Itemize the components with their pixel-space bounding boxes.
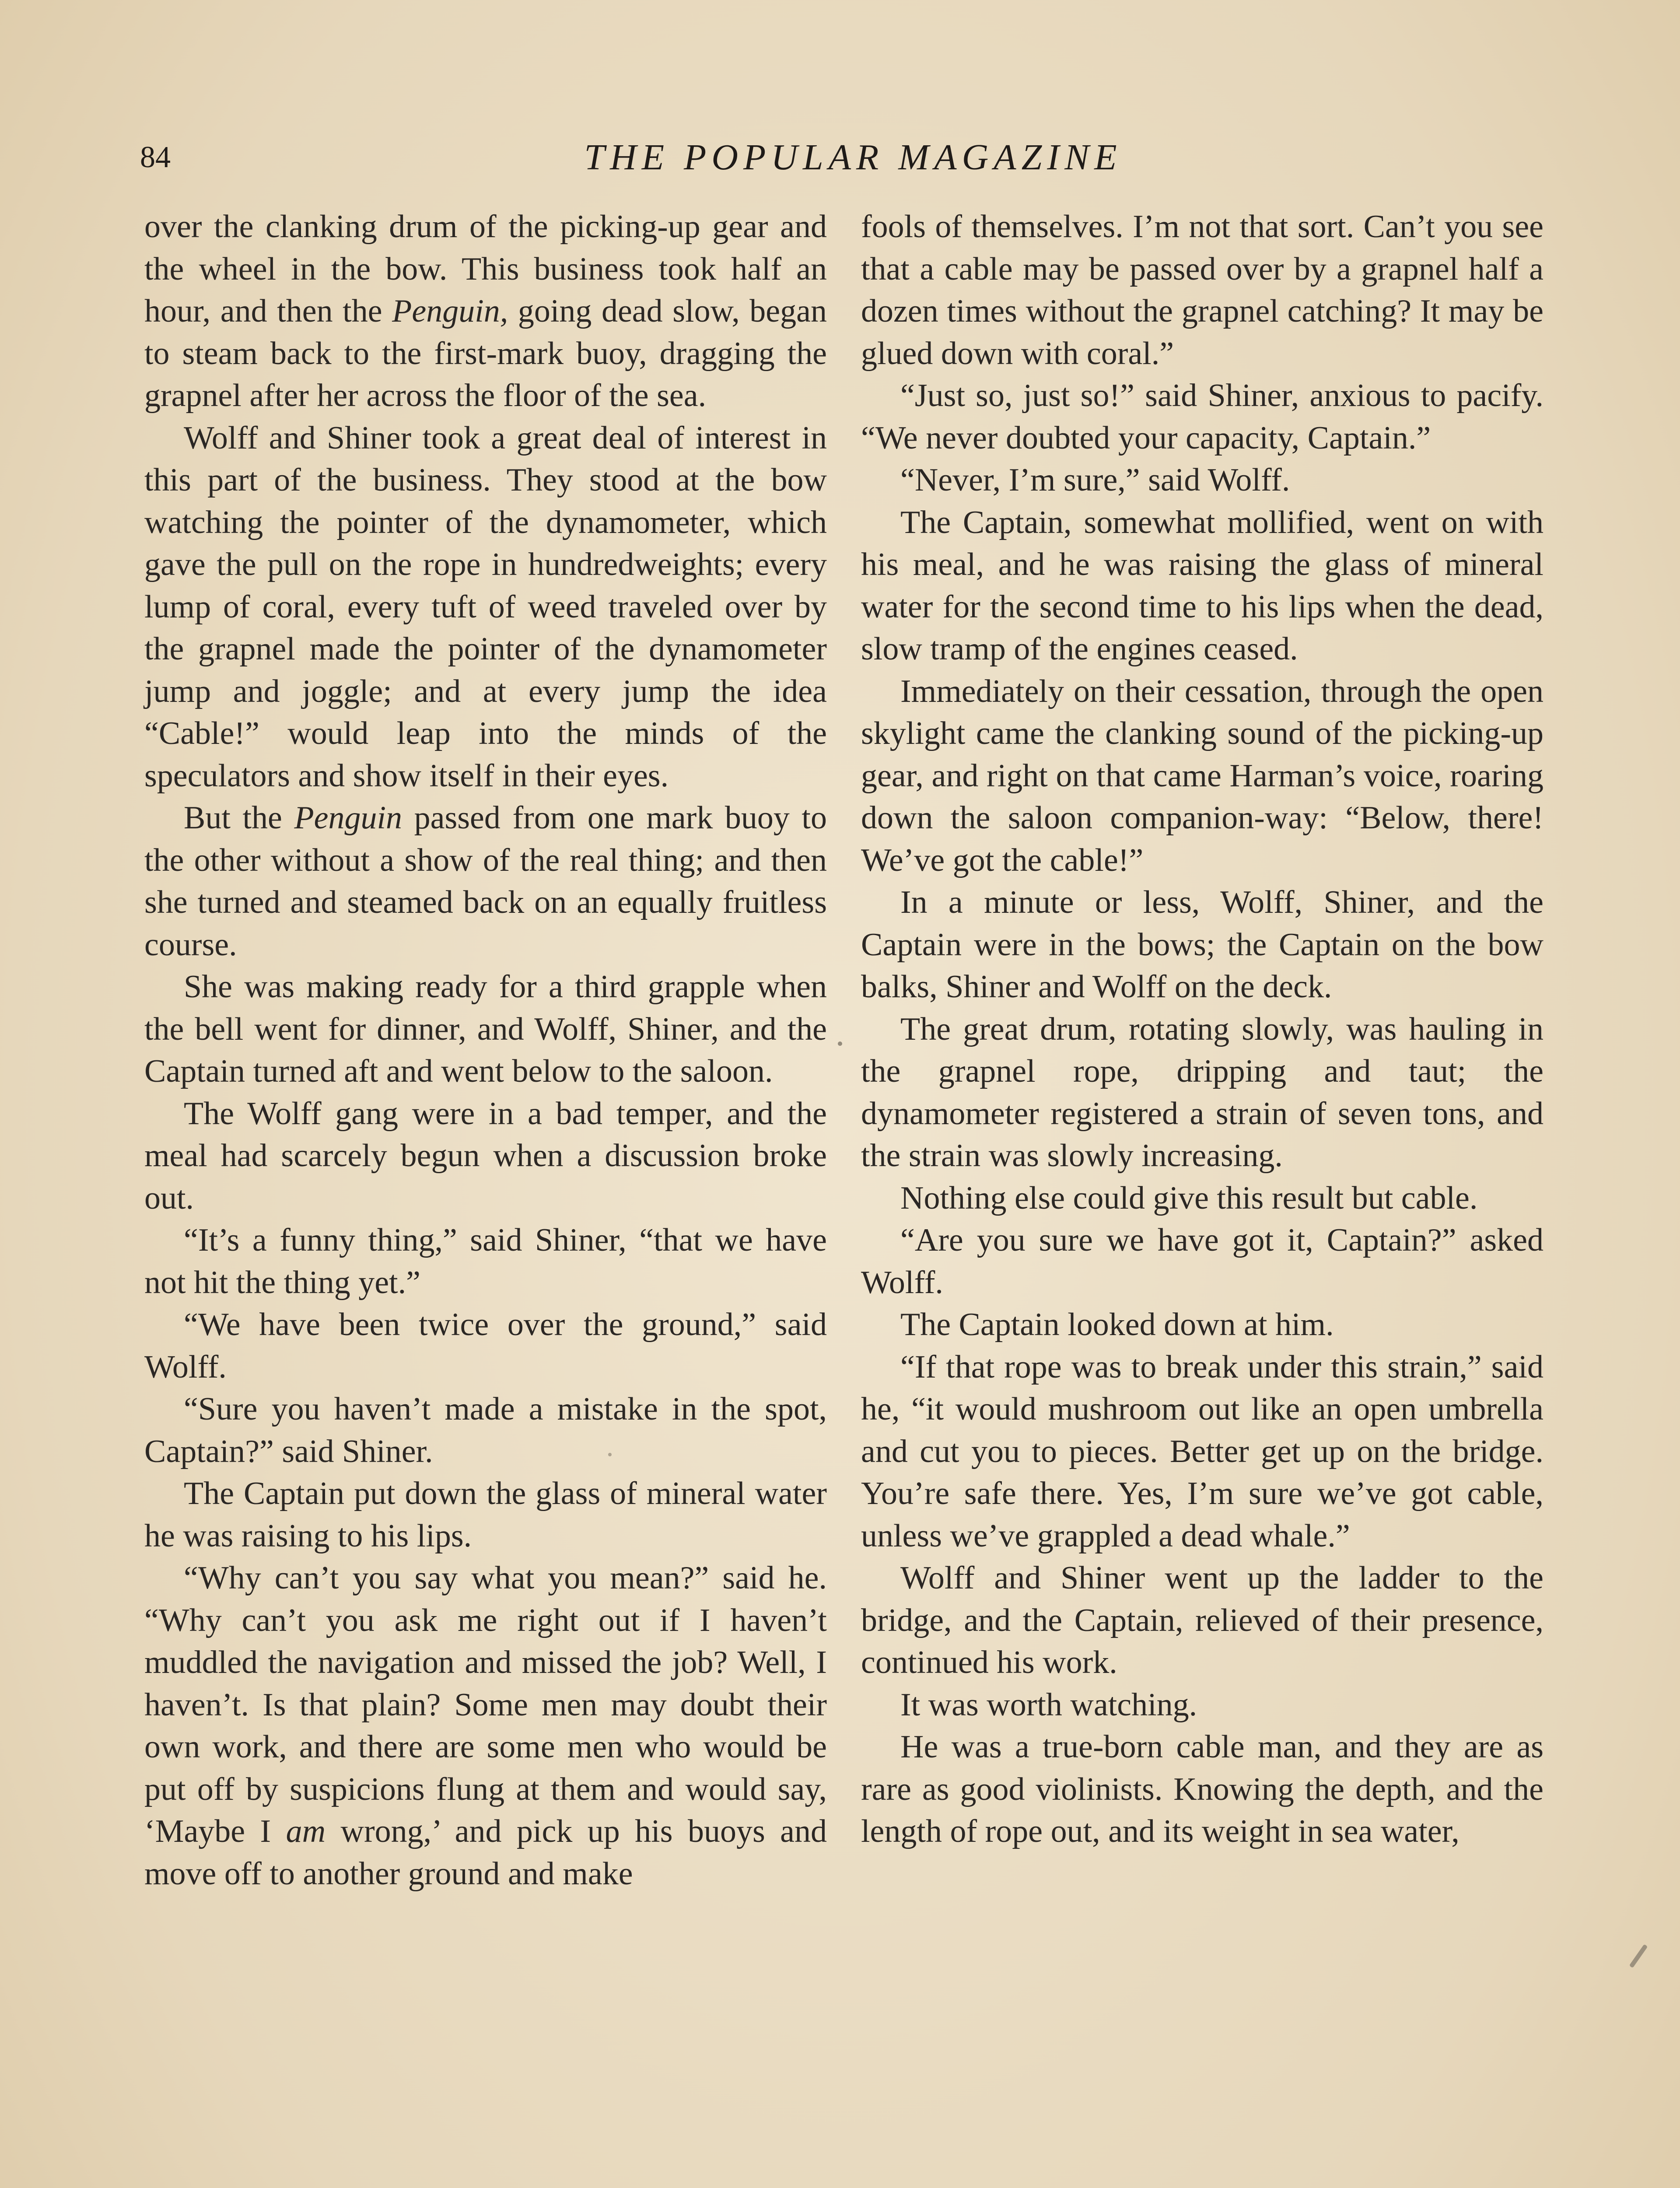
paragraph (861, 1008, 1544, 1177)
paragraph (861, 459, 1544, 501)
paragraph (144, 1388, 827, 1473)
paragraph-text: The great drum, rotating slowly, was hauling in the grapnel rope, dripping and taut; the dynamometer registered a strain of seven tons, and the strain was slowly increasing. (861, 1011, 1544, 1174)
paragraph (861, 1219, 1544, 1304)
page-header (140, 131, 1540, 184)
paragraph (861, 1177, 1544, 1220)
italic-text: Penguin (294, 800, 402, 836)
paragraph-text: “Are you sure we have got it, Captain?” asked Wolff. (861, 1222, 1544, 1301)
paragraph-text: “We have been twice over the ground,” said Wolff. (144, 1307, 827, 1385)
paragraph-text: It was worth watching. (900, 1687, 1197, 1723)
paper-speck (838, 1041, 842, 1046)
left-text-column (144, 206, 827, 1895)
paragraph-text: The Wolff gang were in a bad temper, and the meal had scarcely begun when a discussion broke out. (144, 1095, 827, 1216)
paragraph-text: In a minute or less, Wolff, Shiner, and the Captain were in the bows; the Captain on the bow balks, Shiner and Wolff on the deck. (861, 884, 1544, 1005)
right-text-column (861, 206, 1544, 1853)
paragraph (861, 881, 1544, 1008)
paragraph-text: “Sure you haven’t made a mistake in the spot, Captain?” said Shiner. (144, 1391, 827, 1469)
paragraph-text: Immediately on their cessation, through the open skylight came the clanking sound of the picking-up gear, and right on that came Harman’s voice, roaring down the saloon companion-way: “Below, there! We’ve got the cable!” (861, 673, 1544, 878)
paragraph-text: “If that rope was to break under this strain,” said he, “it would mushroom out like an open umbrella and cut you to pieces. Better get up on the bridge. You’re safe there. Yes, I’m sure we’ve got cable, unless we’ve grappled a dead whale.” (861, 1349, 1544, 1554)
paragraph-text: The Captain put down the glass of mineral water he was raising to his lips. (144, 1476, 827, 1554)
paragraph (861, 501, 1544, 670)
paragraph (861, 1346, 1544, 1557)
paragraph-text: She was making ready for a third grapple when the bell went for dinner, and Wolff, Shiner, and the Captain turned aft and went below to the saloon. (144, 969, 827, 1089)
paragraph-text: “Never, I’m sure,” said Wolff. (900, 462, 1290, 498)
paragraph (144, 417, 827, 797)
paragraph (861, 1684, 1544, 1726)
paragraph-text: passed from one mark buoy to the other without a show of the real thing; and then she turned and steamed back on an equally fruitless course. (144, 800, 827, 963)
paragraph (144, 966, 827, 1093)
running-title: THE POPULAR MAGAZINE (584, 137, 1122, 178)
paragraph (861, 1304, 1544, 1346)
paragraph-text: Wolff and Shiner took a great deal of interest in this part of the business. They stood at the bow watching the pointer of the dynamometer, which gave the pull on the rope in hundredweights; every lump of coral, every tuft of weed traveled over by the grapnel made the pointer of the dynamometer jump and joggle; and at every jump the idea “Cable!” would leap into the minds of the speculators and show itself in their eyes. (144, 420, 827, 794)
paragraph-text: But the (184, 800, 294, 836)
paragraph-text: over the clanking drum of the picking-up gear and the wheel in the bow. This business took half an hour, and then the (144, 209, 827, 329)
paragraph (861, 375, 1544, 459)
paragraph-text: He was a true-born cable man, and they are as rare as good violinists. Knowing the depth, and the length of rope out, and its weight in sea water, (861, 1729, 1544, 1849)
paragraph (144, 1304, 827, 1388)
paragraph-text: Wolff and Shiner went up the ladder to the bridge, and the Captain, relieved of their presence, continued his work. (861, 1560, 1544, 1680)
paragraph-text: fools of themselves. I’m not that sort. Can’t you see that a cable may be passed over by a grapnel half a dozen times without the grapnel catching? It may be glued down with coral.” (861, 209, 1544, 372)
italic-text: Penguin, (392, 293, 508, 329)
paragraph (861, 1557, 1544, 1684)
paragraph-text: going dead slow, began to steam back to the first-mark buoy, dragging the grapnel after her across the floor of the sea. (144, 293, 827, 414)
paragraph (144, 206, 827, 417)
paragraph-text: “Why can’t you say what you mean?” said he. “Why can’t you ask me right out if I haven’t muddled the navigation and missed the job? Well, I haven’t. Is that plain? Some men may doubt their own work, and there are some men who would be put off by suspicions flung at them and would say, ‘Maybe I (144, 1560, 827, 1849)
paragraph-text: wrong,’ and pick up his buoys and move off to another ground and make (144, 1813, 827, 1892)
page-number: 84 (140, 140, 171, 174)
paragraph (144, 1219, 827, 1304)
paragraph (144, 797, 827, 966)
paragraph (861, 206, 1544, 375)
paragraph (144, 1473, 827, 1557)
paragraph-text: The Captain, somewhat mollified, went on with his meal, and he was raising the glass of mineral water for the second time to his lips when the dead, slow tramp of the engines ceased. (861, 504, 1544, 667)
paragraph-text: The Captain looked down at him. (900, 1307, 1334, 1343)
paragraph-text: Nothing else could give this result but cable. (900, 1180, 1478, 1216)
paragraph (144, 1557, 827, 1895)
italic-text: am (286, 1813, 326, 1849)
paper-speck (1629, 1944, 1648, 1968)
paper-speck (608, 1453, 612, 1456)
paragraph (861, 1726, 1544, 1853)
paragraph-text: “Just so, just so!” said Shiner, anxious to pacify. “We never doubted your capacity, Captain.” (861, 378, 1544, 456)
paragraph (861, 670, 1544, 882)
paragraph-text: “It’s a funny thing,” said Shiner, “that we have not hit the thing yet.” (144, 1222, 827, 1301)
paragraph (144, 1093, 827, 1220)
